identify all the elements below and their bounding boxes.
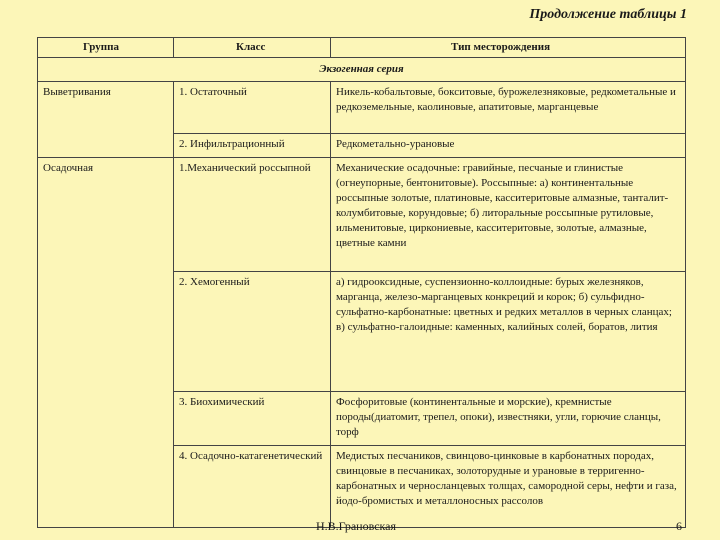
deposits-table — [37, 37, 686, 528]
class-cell: 2. Хемогенный — [174, 272, 331, 392]
table-row — [38, 158, 686, 272]
table-caption: Продолжение таблицы 1 — [529, 7, 687, 22]
group-cell: Осадочная — [38, 158, 174, 528]
deposit-cell: Редкометально-урановые — [331, 134, 686, 158]
page-number: 6 — [676, 519, 682, 533]
deposit-cell: а) гидрооксидные, суспензионно-коллоидные: бурых железняков, марганца, железо-марганцевых конкреций и корок; б) сульфидно-сульфатно-карбонатные: цветных и редких металлов в черных сланцах; в) сульфатно-галоидные: каменных, калийных солей, боратов, лития — [331, 272, 686, 392]
deposit-cell: Никель-кобальтовые, бокситовые, бурожелезняковые, редкометальные и редкоземельные, каолиновые, апатитовые, марганцевые — [331, 82, 686, 134]
header-deposit-type: Тип месторождения — [331, 38, 686, 58]
class-cell: 4. Осадочно-катагенетический — [174, 446, 331, 528]
series-title: Экзогенная серия — [38, 58, 686, 82]
table-row — [38, 82, 686, 134]
class-cell: 2. Инфильтрационный — [174, 134, 331, 158]
class-cell: 3. Биохимический — [174, 392, 331, 446]
header-group: Группа — [38, 38, 174, 58]
deposit-cell: Фосфоритовые (континентальные и морские), кремнистые породы(диатомит, трепел, опоки), известняки, угли, горючие сланцы, торф — [331, 392, 686, 446]
deposit-cell: Механические осадочные: гравийные, песчаные и глинистые (огнеупорные, бентонитовые). Россыпные: а) континентальные россыпные золотые, платиновые, касситеритовые алмазные, танталит-колумбитовые, корундовые; б) литоральные россыпные рутиловые, ильменитовые, циркониевые, касситеритовые, золотые, алмазные, цветные камни — [331, 158, 686, 272]
footer-author: Н.В.Грановская — [316, 519, 397, 533]
group-cell: Выветривания — [38, 82, 174, 158]
class-cell: 1. Остаточный — [174, 82, 331, 134]
header-row — [38, 38, 686, 58]
series-row — [38, 58, 686, 82]
deposit-cell: Медистых песчаников, свинцово-цинковые в карбонатных породах, свинцовые в песчаниках, золоторудные и урановые в терригенно-карбонатных и черносланцевых толщах, самородной серы, нефти и газа, йодо-бромистых и металлоносных рассолов — [331, 446, 686, 528]
class-cell: 1.Механический россыпной — [174, 158, 331, 272]
header-class: Класс — [174, 38, 331, 58]
